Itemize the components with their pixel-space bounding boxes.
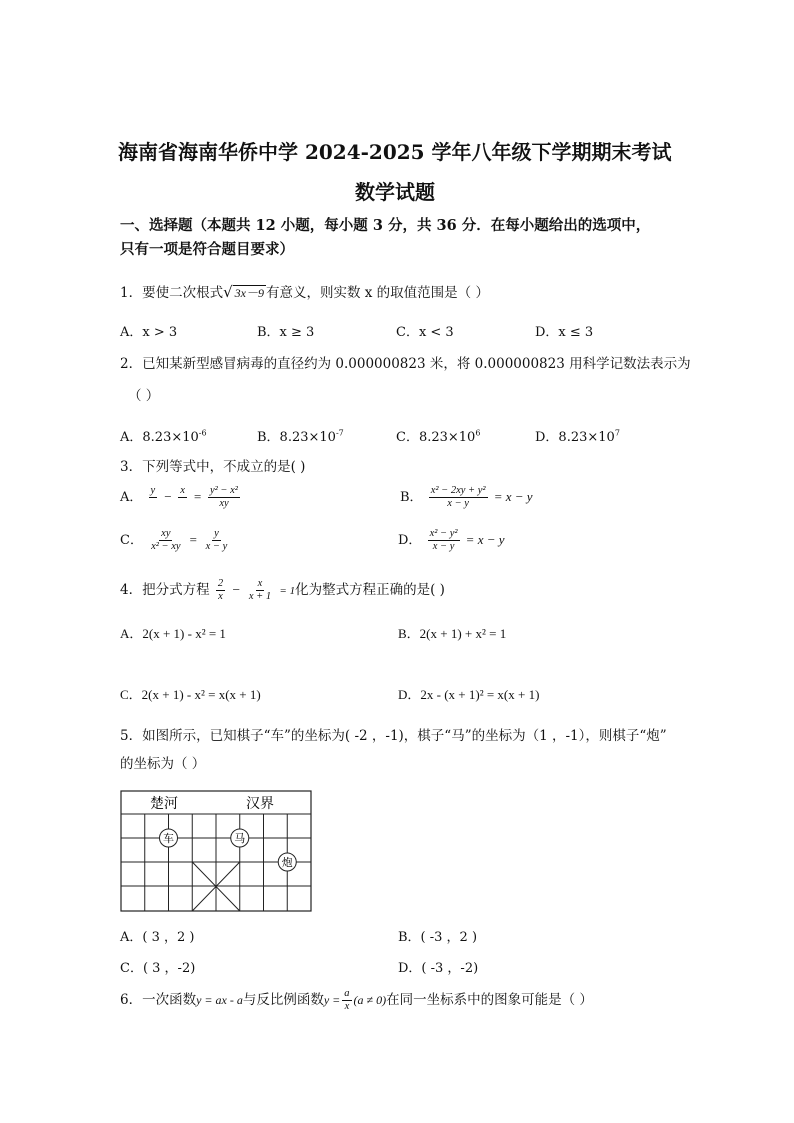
sqrt-icon: √ xyxy=(223,283,233,301)
q6-cond: (a ≠ 0) xyxy=(353,993,387,1007)
q2-option-d[interactable] xyxy=(535,426,620,445)
question-2-line2: （ ） xyxy=(128,388,160,404)
q1-option-a[interactable]: A．x > 3 xyxy=(120,325,178,340)
q6-pre: 6．一次函数 xyxy=(120,992,197,1008)
q3-a-label: A． xyxy=(120,490,143,505)
piece-ma xyxy=(231,829,249,847)
q2-b-base: B．8.23×10 xyxy=(257,430,336,445)
q3-a-frac1: y xyxy=(150,485,156,496)
question-1 xyxy=(120,281,489,301)
q2-option-b[interactable] xyxy=(257,426,344,445)
q3-a-frac3: $\frac{\text{y² − x²}}{xy}$ xyxy=(210,485,238,509)
section-header-line1: 一、选择题（本题共 12 小题，每小题 3 分，共 36 分．在每小题给出的选项中， xyxy=(120,217,651,234)
q1-option-d[interactable]: D．x ≤ 3 xyxy=(535,325,594,340)
q6-mid: 与反比例函数 xyxy=(242,992,324,1008)
exam-title: 海南省海南华侨中学 2024-2025 学年八年级下学期期末考试 xyxy=(118,140,672,164)
q6-post: 在同一坐标系中的图象可能是（ ） xyxy=(386,992,593,1008)
q4-pre: 4．把分式方程 xyxy=(120,582,210,598)
q3-c-label: C． xyxy=(120,533,143,548)
piece-pao-label: 炮 xyxy=(281,856,293,869)
q4-frac1: $\frac{2}{x}$ xyxy=(217,578,224,602)
q3-option-d[interactable]: D． $\frac{\text{x² − y²}}{x - y}$ = x − y xyxy=(398,528,505,552)
q4-option-d[interactable]: D．2x - (x + 1)² = x(x + 1) xyxy=(398,687,540,702)
q1-radicand: 3x－9 xyxy=(234,286,264,300)
q3-c-frac1: $\frac{xy}{\text{x² − xy}}$ xyxy=(151,528,181,552)
q6-inverse-lhs: y = xyxy=(323,993,341,1007)
q5-option-c[interactable]: C．( 3 ，-2) xyxy=(120,961,196,976)
q2-d-exp: 7 xyxy=(614,428,620,438)
q5-option-a[interactable]: A．( 3 ，2 ) xyxy=(120,930,195,945)
q4-post: 化为整式方程正确的是( ) xyxy=(295,582,445,598)
piece-ma-label: 马 xyxy=(234,832,246,845)
q2-option-a[interactable] xyxy=(120,426,207,445)
question-3: 3．下列等式中，不成立的是( ) xyxy=(120,459,306,475)
q3-option-a[interactable]: A． y − x = $\frac{\text{y² − x²}}{xy}$ xyxy=(120,485,238,509)
q3-b-label: B． xyxy=(400,490,423,505)
q4-option-c[interactable]: C．2(x + 1) - x² = x(x + 1) xyxy=(120,687,261,702)
q1-pre: 1．要使二次根式 xyxy=(120,285,224,301)
q2-d-base: D．8.23×10 xyxy=(535,430,615,445)
q3-b-frac: $\frac{\text{x² − 2xy + y²}}{x - y}$ xyxy=(430,485,486,509)
piece-ju-label: 车 xyxy=(163,832,174,845)
chess-board-figure xyxy=(120,790,312,912)
q5-option-d[interactable]: D．( -3 ，-2) xyxy=(398,961,479,976)
q5-option-b[interactable]: B．( -3 ，2 ) xyxy=(398,930,478,945)
question-4: 4．把分式方程 $\frac{2}{x}$ − $\frac{x}{x + 1}$ = 1化为整式方程正确的是( ) xyxy=(120,578,445,602)
piece-ju xyxy=(160,829,178,847)
q3-d-label: D． xyxy=(398,533,422,548)
q1-option-c[interactable]: C．x < 3 xyxy=(396,325,454,340)
question-5-line2: 的坐标为（ ） xyxy=(120,756,206,772)
q4-option-b[interactable]: B．2(x + 1) + x² = 1 xyxy=(398,626,507,641)
q3-c-frac2: $\frac{y}{x - y}$ xyxy=(205,528,228,552)
q1-post: 有意义，则实数 x 的取值范围是（ ） xyxy=(265,285,489,301)
piece-pao xyxy=(278,853,296,871)
question-2-line1: 2．已知某新型感冒病毒的直径约为 0.000000823 米，将 0.000000823 用科学记数法表示为 xyxy=(120,356,691,372)
q6-linear: y = ax - a xyxy=(196,993,243,1007)
q3-option-c[interactable]: C． $\frac{xy}{\text{x² − xy}}$ = $\frac{y}{x - y}$ xyxy=(120,528,228,552)
question-6 xyxy=(120,988,593,1013)
q3-a-frac2: x xyxy=(180,485,185,496)
q2-a-exp: -6 xyxy=(198,428,207,438)
river-label-left: 楚河 xyxy=(150,796,178,812)
q3-d-frac: $\frac{\text{x² − y²}}{x - y}$ xyxy=(429,528,458,552)
question-5-line1: 5．如图所示，已知棋子“车”的坐标为( -2 ，-1)，棋子“马”的坐标为（1 ，-1），则棋子“炮” xyxy=(120,728,667,744)
q2-c-base: C．8.23×10 xyxy=(396,430,476,445)
q2-a-base: A．8.23×10 xyxy=(120,430,199,445)
q2-c-exp: 6 xyxy=(475,428,481,438)
q3-option-b[interactable]: B． $\frac{\text{x² − 2xy + y²}}{x - y}$ = x − y xyxy=(400,485,533,509)
q2-option-c[interactable] xyxy=(396,426,480,445)
section-header-line2: 只有一项是符合题目要求） xyxy=(120,241,294,258)
q4-option-a[interactable]: A．2(x + 1) - x² = 1 xyxy=(120,626,226,641)
q4-frac2: $\frac{x}{x + 1}$ xyxy=(248,578,272,602)
q2-b-exp: -7 xyxy=(335,428,344,438)
river-label-right: 汉界 xyxy=(246,796,274,812)
q6-inverse-frac: $\frac{a}{x}$ xyxy=(344,988,350,1012)
q1-option-b[interactable]: B．x ≥ 3 xyxy=(257,325,315,340)
exam-subtitle: 数学试题 xyxy=(355,180,435,204)
